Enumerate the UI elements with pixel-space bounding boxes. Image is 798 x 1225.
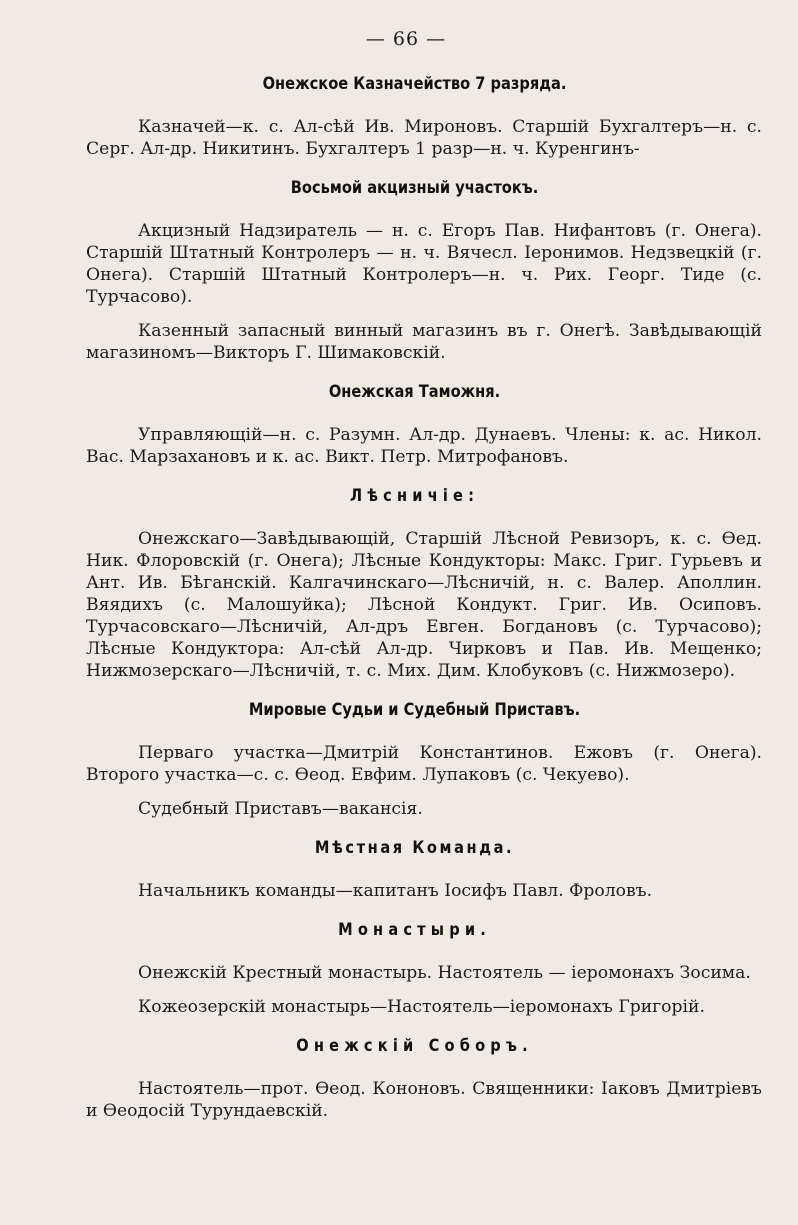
paragraph-bailiff: Судебный Приставъ—вакансія. (138, 799, 423, 819)
heading-cathedral: Онежскій Соборъ. (296, 1036, 533, 1056)
paragraph-cathedral-clergy: Настоятель—прот. Ѳеод. Кононовъ. Священники: Іаковъ Дмитріевъ и Ѳеодосій Турундаевскій. (86, 1079, 762, 1121)
heading-monasteries: Монастыри. (338, 920, 491, 940)
paragraph-command-chief: Начальникъ команды—капитанъ Іосифъ Павл. Фроловъ. (138, 881, 653, 901)
heading-justices: Мировые Судьи и Судебный Приставъ. (248, 700, 581, 720)
paragraph-forestries-staff: Онежскаго—Завѣдывающій, Старшій Лѣсной Ревизоръ, к. с. Ѳед. Ник. Флоровскій (г. Онега); Лѣсные Кондукторы: Макс. Григ. Гурьевъ и Ант. Ив. Бѣганскій. Калгачинскаго—Лѣсничій, н. с. Валер. Аполлин. Вяядихъ (с. Малошуйка); Лѣсной Кондукт. Григ. Ив. Осиповъ. Турчасовскаго—Лѣсничій, Ал-дръ Евген. Богдановъ (с. Турчасово); Лѣсные Кондуктора: Ал-сѣй Ал-др. Чирковъ и Пав. Ив. Мещенко; Нижмозерскаго—Лѣсничій, т. с. Мих. Дим. Клобуковъ (с. Нижмозеро). (86, 529, 762, 681)
heading-forestries: Лѣсничіе: (349, 486, 480, 506)
heading-treasury: Онежское Казначейство 7 разряда. (262, 74, 567, 94)
heading-customs: Онежская Таможня. (328, 382, 501, 402)
paragraph-wine-warehouse: Казенный запасный винный магазинъ въ г. Онегѣ. Завѣдывающій магазиномъ—Викторъ Г. Шимаковскій. (86, 321, 762, 363)
paragraph-customs-staff: Управляющій—н. с. Разумн. Ал-др. Дунаевъ. Члены: к. ас. Никол. Вас. Марзахановъ и к. ас. Викт. Петр. Митрофановъ. (86, 425, 762, 467)
paragraph-justices-staff: Перваго участка—Дмитрій Константинов. Ежовъ (г. Онега). Второго участка—с. с. Ѳеод. Евфим. Лупаковъ (с. Чекуево). (86, 743, 762, 785)
heading-local-command: Мѣстная Команда. (314, 838, 515, 858)
paragraph-excise-staff: Акцизный Надзиратель — н. с. Егоръ Пав. Нифантовъ (г. Онега). Старшій Штатный Контролеръ — н. ч. Вячесл. Іеронимов. Недзвецкій (г. Онега). Старшій Штатный Контролеръ—н. ч. Рих. Георг. Тиде (с. Турчасово). (86, 221, 762, 307)
page-number: — 66 — (365, 28, 447, 50)
paragraph-treasury-staff: Казначей—к. с. Ал-сѣй Ив. Мироновъ. Старшій Бухгалтеръ—н. с. Серг. Ал-др. Никитинъ. Бухгалтеръ 1 разр—н. ч. Куренгинъ- (86, 117, 762, 159)
paragraph-kozheozersky-monastery: Кожеозерскій монастырь—Настоятель—іеромонахъ Григорій. (138, 997, 705, 1017)
paragraph-krestny-monastery: Онежскій Крестный монастырь. Настоятель — іеромонахъ Зосима. (138, 963, 751, 983)
heading-excise-district: Восьмой акцизный участокъ. (290, 178, 539, 198)
